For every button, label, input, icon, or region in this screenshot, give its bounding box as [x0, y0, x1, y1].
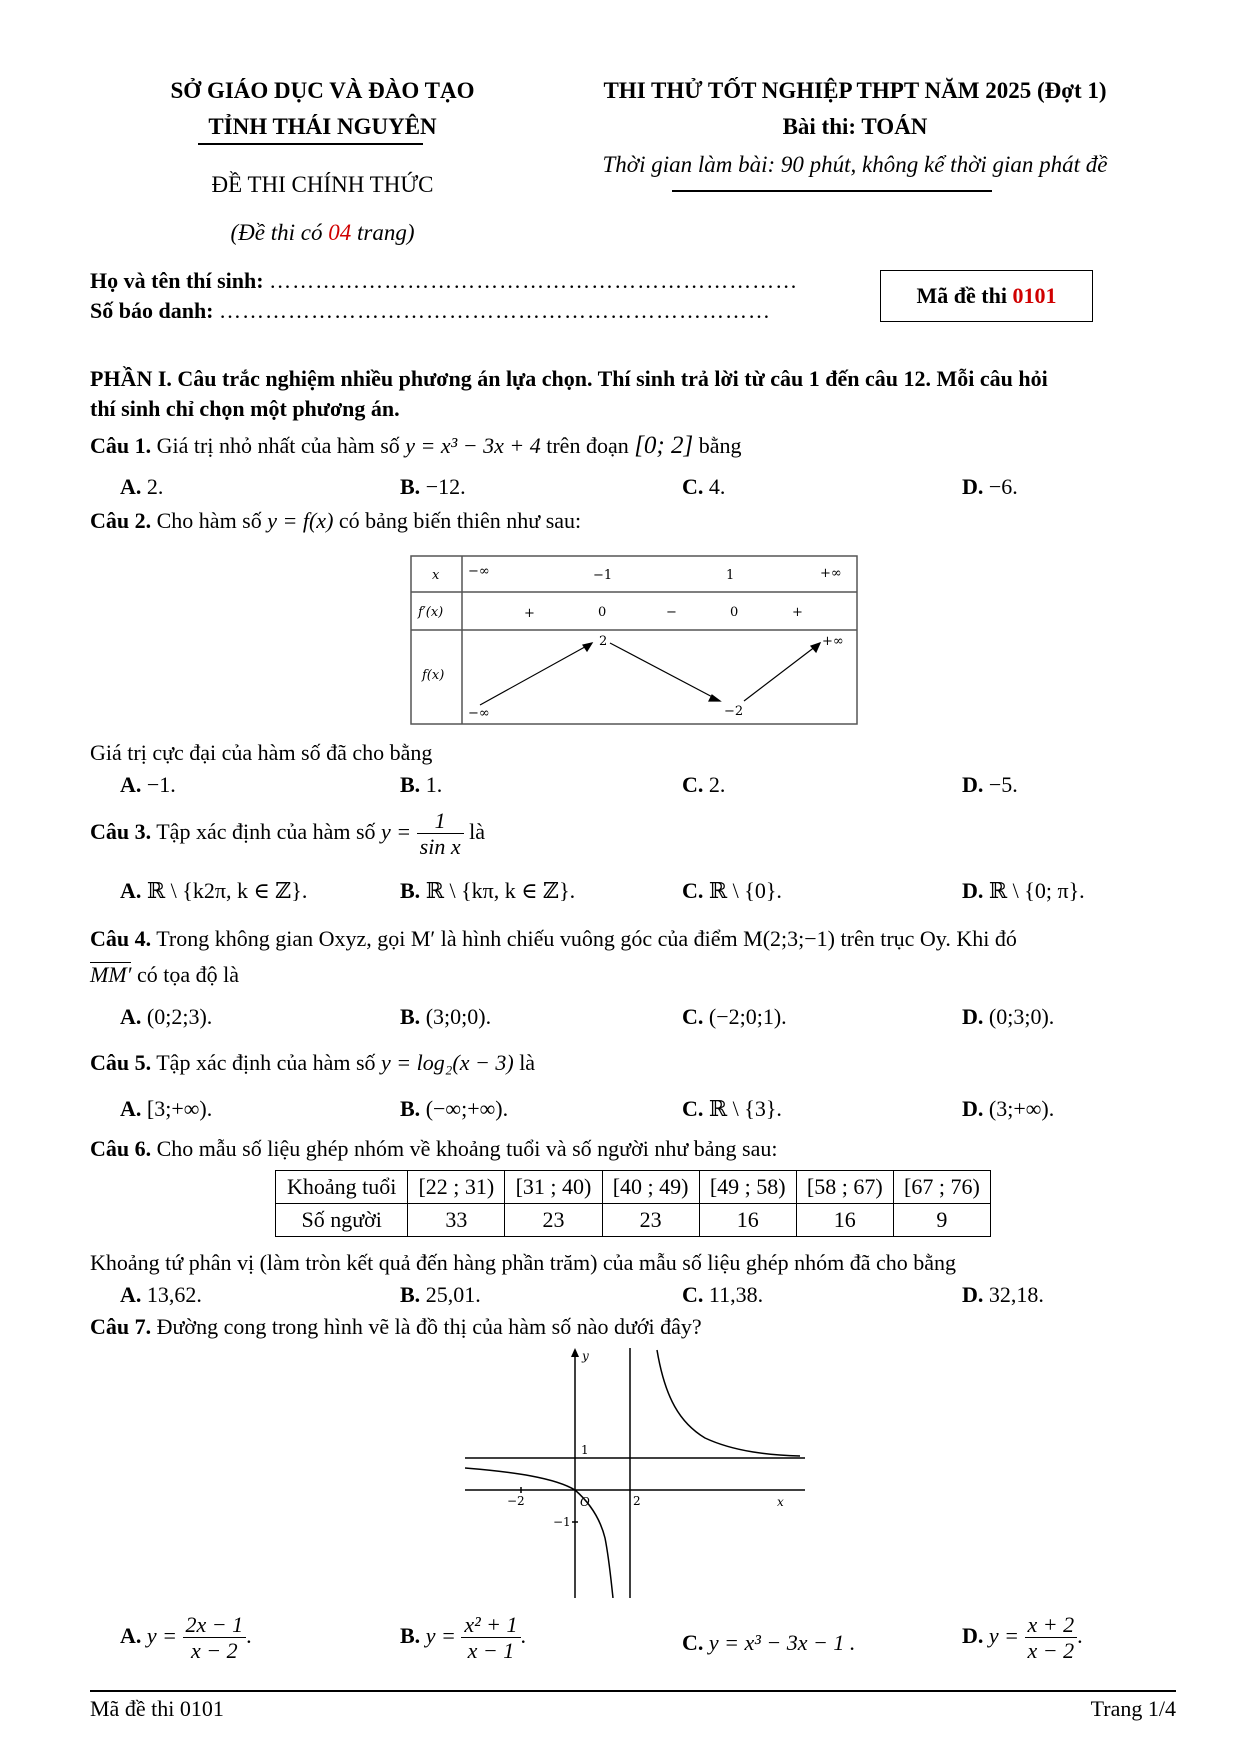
vt-x-0: −∞ — [468, 564, 490, 579]
q6-option-b[interactable]: B. 25,01. — [400, 1282, 481, 1307]
question-5: Câu 5. Tập xác định của hàm số y = log₂(x − 3) là — [90, 1050, 536, 1075]
q4-option-b[interactable]: B. (3;0;0). — [400, 1004, 492, 1029]
age-count-2: 23 — [602, 1204, 699, 1237]
graph-left-branch — [465, 1468, 613, 1598]
q5-option-a[interactable]: A. [3;+∞). — [120, 1096, 213, 1121]
graph-x-label: x — [777, 1495, 784, 1509]
graph-right-branch — [657, 1350, 800, 1456]
part1-title-cont: thí sinh chỉ chọn một phương án. — [90, 396, 400, 421]
q4-vector: MM′ — [90, 962, 132, 987]
q6-option-c[interactable]: C. 11,38. — [682, 1282, 764, 1307]
q6-option-a[interactable]: A. 13,62. — [120, 1282, 202, 1307]
footer-page-number: Trang 1/4 — [1090, 1696, 1176, 1721]
age-group-3: [49 ; 58) — [699, 1171, 796, 1204]
q3-fraction: $\frac{1}{\text{sin x}}$ — [417, 808, 464, 860]
age-table-header-row — [276, 1171, 991, 1204]
province-underline — [198, 143, 423, 145]
age-row2-label: Số người — [276, 1204, 408, 1237]
vt-x-1: −1 — [593, 568, 613, 583]
age-count-4: 16 — [796, 1204, 893, 1237]
question-7: Câu 7. Đường cong trong hình vẽ là đồ thị của hàm số nào dưới đây? — [90, 1314, 702, 1339]
q6-prompt: Khoảng tứ phân vị (làm tròn kết quả đến hàng phần trăm) của mẫu số liệu ghép nhóm đã cho bằng — [90, 1250, 957, 1275]
question-2: Câu 2. Cho hàm số y = f(x) có bảng biến thiên như sau: — [90, 508, 582, 533]
age-group-2: [40 ; 49) — [602, 1171, 699, 1204]
vt-f-3: +∞ — [822, 634, 844, 649]
department-name: SỞ GIÁO DỤC VÀ ĐÀO TẠO — [170, 78, 475, 103]
age-count-3: 16 — [699, 1204, 796, 1237]
age-table-count-row — [276, 1204, 991, 1237]
student-id-label: Số báo danh: — [90, 298, 214, 323]
q7-option-c[interactable]: C. y = x³ − 3x − 1 . — [682, 1630, 856, 1655]
age-group-1: [31 ; 40) — [505, 1171, 602, 1204]
vt-arrow-down — [610, 643, 720, 701]
question-3: Câu 3. Tập xác định của hàm số y = $\frac{1}{\text{sin x}}$ là — [90, 808, 486, 860]
vt-f-0: −∞ — [468, 706, 490, 721]
vt-fp-3: 0 — [730, 605, 739, 620]
graph-tick-1: 1 — [581, 1443, 589, 1457]
age-group-0: [22 ; 31) — [408, 1171, 505, 1204]
age-count-0: 33 — [408, 1204, 505, 1237]
q4-option-c[interactable]: C. (−2;0;1). — [682, 1004, 787, 1029]
student-name-dots: …………………………………………………………… — [269, 268, 799, 293]
time-underline — [672, 190, 992, 192]
q7-option-d[interactable]: D. y = $\frac{x + 2}{x - 2}$ . — [962, 1612, 1083, 1664]
page-count-note: (Đề thi có 04 trang) — [230, 220, 415, 245]
q3-option-b[interactable]: B. ℝ \ {kπ, k ∈ ℤ}. — [400, 878, 576, 903]
q5-option-c[interactable]: C. ℝ \ {3}. — [682, 1096, 782, 1121]
vt-f-2: −2 — [724, 704, 744, 719]
student-name-row — [90, 268, 798, 294]
footer-exam-code: Mã đề thi 0101 — [90, 1696, 224, 1721]
vt-x-3: +∞ — [820, 566, 842, 581]
q7-option-b[interactable]: B. y = $\frac{\text{x² + 1}}{x - 1}$ . — [400, 1612, 527, 1664]
graph-origin-label: O — [580, 1495, 590, 1509]
part1-title: PHẦN I. Câu trắc nghiệm nhiều phương án lựa chọn. Thí sinh trả lời từ câu 1 đến câu 12. Mỗi câu hỏi — [90, 366, 1048, 391]
exam-title: THI THỬ TỐT NGHIỆP THPT NĂM 2025 (Đợt 1) — [603, 78, 1107, 103]
variation-table — [410, 555, 858, 725]
graph-tick-m2: −2 — [507, 1494, 525, 1508]
hyperbola-graph — [465, 1348, 805, 1598]
q1-option-a[interactable]: A. 2. — [120, 474, 164, 499]
student-id-dots: ……………………………………………………………… — [219, 298, 772, 323]
q2-prompt: Giá trị cực đại của hàm số đã cho bằng — [90, 740, 433, 765]
q5-option-b[interactable]: B. (−∞;+∞). — [400, 1096, 509, 1121]
age-count-5: 9 — [893, 1204, 990, 1237]
exam-code-box: Mã đề thi 0101 — [880, 270, 1093, 322]
q6-option-d[interactable]: D. 32,18. — [962, 1282, 1044, 1307]
vt-f-1: 2 — [599, 634, 608, 649]
question-6: Câu 6. Cho mẫu số liệu ghép nhóm về khoảng tuổi và số người như bảng sau: — [90, 1136, 778, 1161]
student-id-row — [90, 298, 771, 324]
q3-option-c[interactable]: C. ℝ \ {0}. — [682, 878, 782, 903]
exam-code-value: 0101 — [1012, 283, 1057, 308]
age-row1-label: Khoảng tuổi — [276, 1171, 408, 1204]
q3-option-d[interactable]: D. ℝ \ {0; π}. — [962, 878, 1085, 903]
question-4-cont: MM′ có tọa độ là — [90, 962, 239, 987]
q7-option-a[interactable]: A. y = $\frac{2x - 1}{x - 2}$ . — [120, 1612, 252, 1664]
vt-fp-0: + — [524, 606, 535, 621]
vt-fp-label: f′(x) — [418, 605, 444, 620]
vt-f-label: f(x) — [422, 668, 445, 683]
vt-fp-2: − — [666, 605, 677, 620]
q2-option-d[interactable]: D. −5. — [962, 772, 1018, 797]
q4-option-d[interactable]: D. (0;3;0). — [962, 1004, 1055, 1029]
graph-y-arrow — [571, 1348, 579, 1357]
q2-option-c[interactable]: C. 2. — [682, 772, 726, 797]
age-count-1: 23 — [505, 1204, 602, 1237]
q2-option-a[interactable]: A. −1. — [120, 772, 176, 797]
q1-expression: y = x³ − 3x + 4 — [405, 433, 541, 458]
question-4: Câu 4. Trong không gian Oxyz, gọi M′ là hình chiếu vuông góc của điểm M(2;3;−1) trên trục Oy. Khi đó — [90, 926, 1017, 951]
q1-option-d[interactable]: D. −6. — [962, 474, 1018, 499]
vt-fp-1: 0 — [598, 605, 607, 620]
question-1: Câu 1. Giá trị nhỏ nhất của hàm số y = x³ − 3x + 4 trên đoạn [0; 2] bằng — [90, 432, 742, 459]
graph-tick-2: 2 — [633, 1494, 641, 1508]
vt-x-label: x — [432, 568, 440, 583]
q5-option-d[interactable]: D. (3;+∞). — [962, 1096, 1055, 1121]
exam-time: Thời gian làm bài: 90 phút, không kể thời gian phát đề — [602, 152, 1108, 177]
q4-option-a[interactable]: A. (0;2;3). — [120, 1004, 213, 1029]
age-group-4: [58 ; 67) — [796, 1171, 893, 1204]
graph-y-label: y — [582, 1349, 589, 1363]
vt-arrow-up-1 — [480, 643, 592, 705]
age-group-5: [67 ; 76) — [893, 1171, 990, 1204]
q2-option-b[interactable]: B. 1. — [400, 772, 443, 797]
official-label: ĐỀ THI CHÍNH THỨC — [211, 172, 434, 197]
graph-tick-m1: −1 — [553, 1515, 571, 1529]
exam-subject: Bài thi: TOÁN — [782, 114, 928, 139]
q1-option-b[interactable]: B. −12. — [400, 474, 466, 499]
q3-option-a[interactable]: A. ℝ \ {k2π, k ∈ ℤ}. — [120, 878, 308, 903]
q1-option-c[interactable]: C. 4. — [682, 474, 726, 499]
age-group-table — [275, 1170, 991, 1237]
vt-x-2: 1 — [726, 568, 735, 583]
student-name-label: Họ và tên thí sinh: — [90, 268, 264, 293]
province-name: TỈNH THÁI NGUYÊN — [208, 114, 437, 139]
vt-fp-4: + — [792, 605, 803, 620]
vt-arrow-up-2 — [744, 643, 820, 701]
footer-rule — [90, 1690, 1176, 1692]
